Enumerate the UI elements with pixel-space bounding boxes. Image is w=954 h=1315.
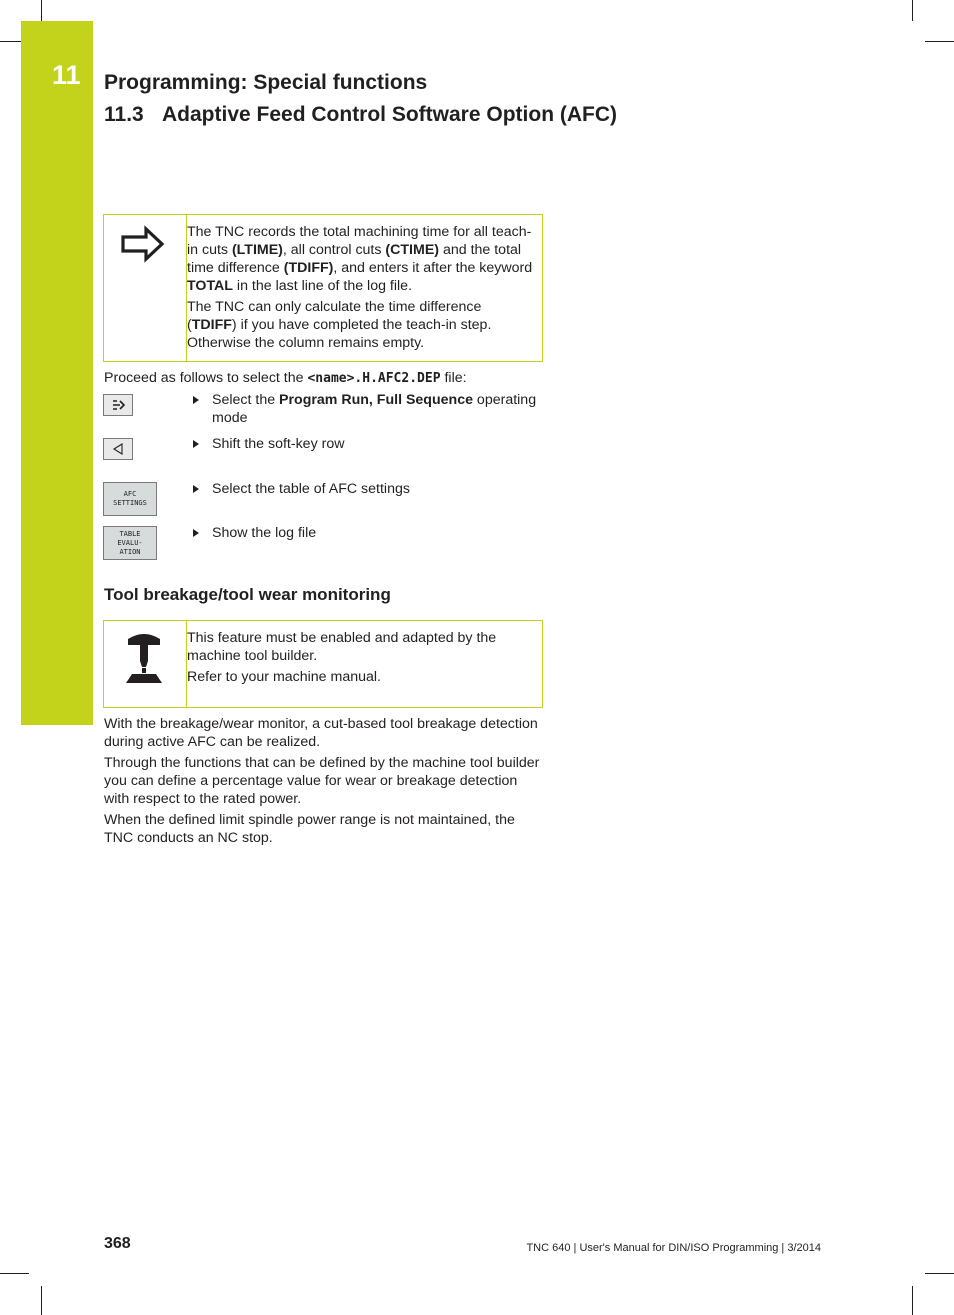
afc-settings-softkey[interactable] — [103, 482, 157, 516]
note-text — [187, 629, 534, 689]
section-subheading: Tool breakage/tool wear monitoring — [104, 585, 391, 604]
text-run: and the total time difference — [187, 242, 522, 276]
text-run: operating mode — [212, 392, 537, 426]
text-run: , all control cuts — [282, 242, 386, 258]
softkey-label: ATION — [119, 547, 141, 556]
softkey-label: AFC — [123, 490, 137, 498]
footer-text: TNC 640 | User's Manual for DIN/ISO Programming | 3/2014 — [526, 1242, 821, 1254]
proceed-paragraph — [104, 369, 544, 388]
keyword-ltime: (LTIME) — [231, 242, 283, 258]
crop-mark — [925, 41, 954, 42]
machine-tool-builder-icon — [124, 631, 164, 692]
section-title — [104, 103, 617, 127]
bullet-arrow-icon — [193, 529, 199, 537]
step-text: Show the log file — [212, 525, 317, 541]
crop-mark — [912, 1286, 913, 1315]
softkey-label: SETTINGS — [113, 499, 147, 507]
crop-mark — [0, 41, 21, 42]
section-number: 11.3 — [104, 103, 144, 126]
step-text — [212, 391, 547, 427]
note-paragraph — [187, 223, 534, 295]
note-paragraph — [187, 298, 534, 352]
softkey-label: EVALU- — [117, 538, 143, 547]
keyword-tdiff: (TDIFF) — [283, 260, 334, 276]
text-run: Proceed as follows to select the — [104, 370, 308, 386]
table-evaluation-softkey[interactable] — [103, 526, 157, 560]
crop-mark — [912, 0, 913, 21]
keyword-total: TOTAL — [187, 278, 233, 294]
bullet-arrow-icon — [193, 396, 199, 404]
program-run-full-sequence-key-icon[interactable] — [103, 394, 133, 416]
filename: <name>.H.AFC2.DEP — [307, 371, 441, 386]
step-text: Shift the soft-key row — [212, 436, 345, 452]
body-paragraph: When the defined limit spindle power range is not maintained, the TNC conducts an NC stop. — [104, 812, 515, 846]
text-run: The TNC can only calculate the time difference ( — [187, 299, 482, 333]
note-text — [187, 223, 534, 355]
body-paragraph: Through the functions that can be defined by the machine tool builder you can define a percentage value for wear or breakage detection with respect to the rated power. — [104, 755, 540, 807]
body-paragraph: With the breakage/wear monitor, a cut-based tool breakage detection during active AFC can be realized. — [104, 716, 538, 750]
bullet-arrow-icon — [193, 485, 199, 493]
page-number: 368 — [104, 1235, 131, 1252]
crop-mark — [41, 1286, 42, 1315]
chapter-tab — [21, 21, 93, 725]
step-text: Select the table of AFC settings — [212, 481, 410, 497]
keyword-tdiff: TDIFF — [191, 317, 232, 333]
softkey-label: TABLE — [119, 529, 141, 538]
arrow-right-icon — [120, 225, 166, 268]
note-box-machine — [103, 620, 543, 708]
crop-mark — [0, 1273, 29, 1274]
text-run: , and enters it after the keyword — [333, 260, 533, 276]
chapter-title: Programming: Special functions — [104, 71, 428, 94]
section-title-text: Adaptive Feed Control Software Option (AFC) — [162, 103, 617, 126]
bullet-arrow-icon — [193, 440, 199, 448]
text-run: in the last line of the log file. — [232, 278, 413, 294]
text-run: The TNC records the total machining time for all teach-in cuts — [187, 224, 532, 258]
crop-mark — [41, 0, 42, 21]
note-paragraph: This feature must be enabled and adapted by the machine tool builder. — [187, 630, 497, 664]
shift-softkey-row-key-icon[interactable] — [103, 438, 133, 460]
crop-mark — [925, 1273, 954, 1274]
text-run: Select the — [212, 392, 280, 408]
note-box-info — [103, 214, 543, 362]
keyword-ctime: (CTIME) — [385, 242, 440, 258]
text-run: file: — [440, 370, 467, 386]
chapter-number: 11 — [52, 60, 81, 90]
mode-name: Program Run, Full Sequence — [279, 392, 473, 408]
note-paragraph: Refer to your machine manual. — [187, 669, 381, 685]
text-run: ) if you have completed the teach-in step. Otherwise the column remains empty. — [187, 317, 492, 351]
